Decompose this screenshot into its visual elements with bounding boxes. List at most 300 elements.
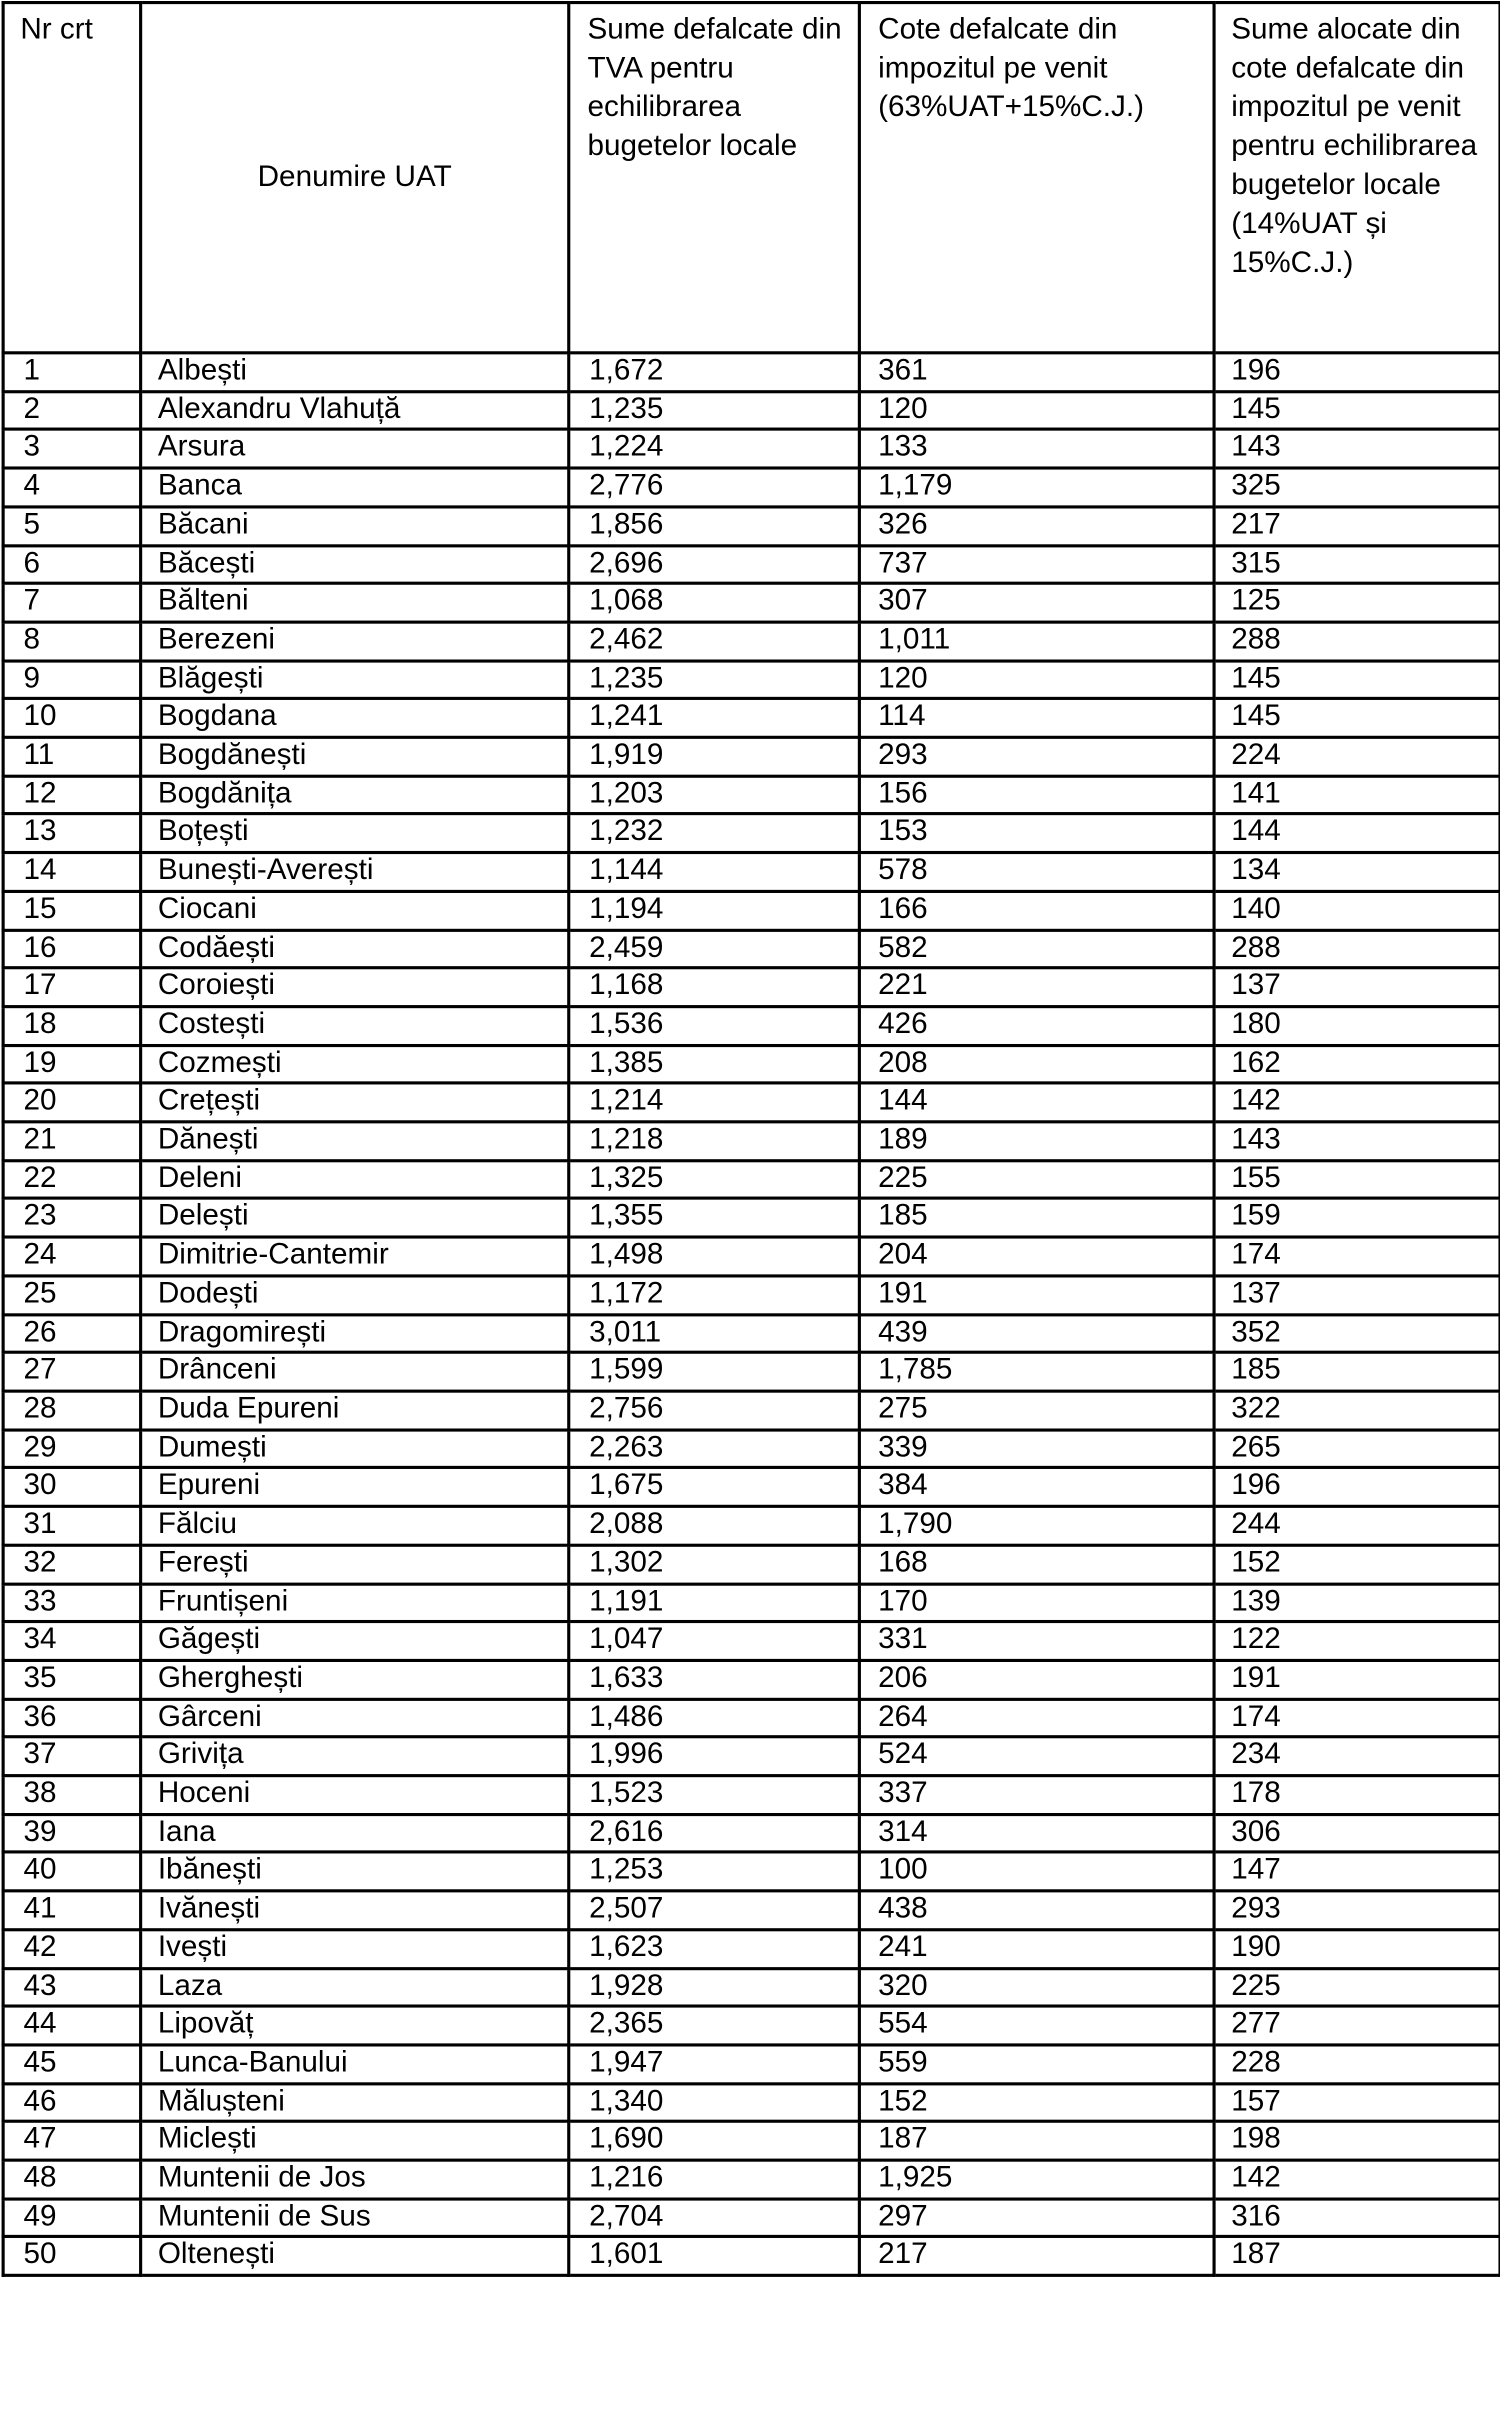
cell-sume-tva: 2,616 (569, 1814, 860, 1852)
cell-cote-impozit: 120 (859, 391, 1214, 429)
cell-uat-name: Crețești (141, 1083, 569, 1121)
cell-nr-crt: 2 (3, 391, 141, 429)
cell-nr-crt: 29 (3, 1430, 141, 1468)
cell-nr-crt: 19 (3, 1045, 141, 1083)
cell-sume-alocate: 322 (1214, 1391, 1500, 1429)
cell-sume-alocate: 198 (1214, 2122, 1500, 2160)
cell-nr-crt: 15 (3, 891, 141, 929)
cell-sume-alocate: 157 (1214, 2083, 1500, 2121)
cell-cote-impozit: 225 (859, 1160, 1214, 1198)
cell-sume-alocate: 187 (1214, 2237, 1500, 2275)
cell-sume-alocate: 325 (1214, 468, 1500, 506)
cell-cote-impozit: 217 (859, 2237, 1214, 2275)
cell-cote-impozit: 582 (859, 930, 1214, 968)
cell-sume-tva: 1,302 (569, 1545, 860, 1583)
cell-sume-tva: 2,756 (569, 1391, 860, 1429)
table-row (3, 930, 1500, 968)
table-row (3, 1776, 1500, 1814)
cell-cote-impozit: 337 (859, 1776, 1214, 1814)
cell-cote-impozit: 153 (859, 814, 1214, 852)
cell-cote-impozit: 144 (859, 1083, 1214, 1121)
cell-cote-impozit: 189 (859, 1122, 1214, 1160)
table-row (3, 853, 1500, 891)
cell-uat-name: Dodești (141, 1276, 569, 1314)
cell-sume-alocate: 191 (1214, 1660, 1500, 1698)
cell-nr-crt: 30 (3, 1468, 141, 1506)
cell-nr-crt: 16 (3, 930, 141, 968)
cell-sume-tva: 2,459 (569, 930, 860, 968)
header-row (3, 3, 1500, 353)
cell-uat-name: Codăești (141, 930, 569, 968)
cell-cote-impozit: 438 (859, 1891, 1214, 1929)
cell-cote-impozit: 275 (859, 1391, 1214, 1429)
cell-sume-alocate: 196 (1214, 353, 1500, 391)
cell-sume-tva: 2,462 (569, 622, 860, 660)
cell-sume-alocate: 316 (1214, 2199, 1500, 2237)
cell-cote-impozit: 208 (859, 1045, 1214, 1083)
cell-uat-name: Berezeni (141, 622, 569, 660)
cell-uat-name: Ivești (141, 1929, 569, 1967)
table-header (3, 3, 1500, 353)
cell-nr-crt: 27 (3, 1353, 141, 1391)
table-row (3, 468, 1500, 506)
table-row (3, 1007, 1500, 1045)
cell-uat-name: Oltenești (141, 2237, 569, 2275)
cell-sume-alocate: 190 (1214, 1929, 1500, 1967)
cell-sume-tva: 1,235 (569, 391, 860, 429)
cell-sume-tva: 1,068 (569, 584, 860, 622)
cell-uat-name: Alexandru Vlahuță (141, 391, 569, 429)
cell-sume-tva: 1,672 (569, 353, 860, 391)
cell-sume-alocate: 141 (1214, 776, 1500, 814)
cell-sume-alocate: 352 (1214, 1314, 1500, 1352)
cell-uat-name: Boțești (141, 814, 569, 852)
table-row (3, 2160, 1500, 2198)
cell-nr-crt: 43 (3, 1968, 141, 2006)
cell-nr-crt: 9 (3, 660, 141, 698)
table-row (3, 430, 1500, 468)
table-row (3, 1699, 1500, 1737)
cell-sume-alocate: 185 (1214, 1353, 1500, 1391)
cell-cote-impozit: 1,011 (859, 622, 1214, 660)
cell-sume-alocate: 144 (1214, 814, 1500, 852)
cell-cote-impozit: 1,790 (859, 1506, 1214, 1544)
cell-sume-tva: 1,144 (569, 853, 860, 891)
cell-sume-tva: 1,224 (569, 430, 860, 468)
cell-nr-crt: 39 (3, 1814, 141, 1852)
cell-sume-tva: 1,486 (569, 1699, 860, 1737)
cell-cote-impozit: 191 (859, 1276, 1214, 1314)
table-row (3, 507, 1500, 545)
table-row (3, 545, 1500, 583)
table-row (3, 1353, 1500, 1391)
cell-uat-name: Bogdănița (141, 776, 569, 814)
cell-cote-impozit: 307 (859, 584, 1214, 622)
cell-sume-alocate: 293 (1214, 1891, 1500, 1929)
cell-sume-alocate: 122 (1214, 1622, 1500, 1660)
cell-nr-crt: 34 (3, 1622, 141, 1660)
cell-cote-impozit: 114 (859, 699, 1214, 737)
cell-uat-name: Muntenii de Sus (141, 2199, 569, 2237)
cell-nr-crt: 49 (3, 2199, 141, 2237)
cell-sume-alocate: 174 (1214, 1699, 1500, 1737)
cell-uat-name: Fruntișeni (141, 1583, 569, 1621)
cell-sume-tva: 1,856 (569, 507, 860, 545)
cell-nr-crt: 21 (3, 1122, 141, 1160)
cell-uat-name: Delești (141, 1199, 569, 1237)
cell-nr-crt: 45 (3, 2045, 141, 2083)
cell-cote-impozit: 133 (859, 430, 1214, 468)
cell-cote-impozit: 439 (859, 1314, 1214, 1352)
table-row (3, 1122, 1500, 1160)
cell-nr-crt: 5 (3, 507, 141, 545)
cell-nr-crt: 12 (3, 776, 141, 814)
cell-sume-alocate: 180 (1214, 1007, 1500, 1045)
table-row (3, 2006, 1500, 2044)
cell-sume-alocate: 125 (1214, 584, 1500, 622)
table-row (3, 2045, 1500, 2083)
budget-allocation-table (2, 1, 1500, 2277)
cell-sume-alocate: 155 (1214, 1160, 1500, 1198)
cell-nr-crt: 37 (3, 1737, 141, 1775)
table-row (3, 1083, 1500, 1121)
cell-sume-tva: 1,203 (569, 776, 860, 814)
cell-cote-impozit: 185 (859, 1199, 1214, 1237)
cell-cote-impozit: 326 (859, 507, 1214, 545)
cell-uat-name: Epureni (141, 1468, 569, 1506)
cell-sume-tva: 1,216 (569, 2160, 860, 2198)
table-row (3, 1814, 1500, 1852)
table-row (3, 814, 1500, 852)
header-nr-crt: Nr crt (3, 3, 141, 353)
cell-cote-impozit: 204 (859, 1237, 1214, 1275)
cell-uat-name: Bălteni (141, 584, 569, 622)
cell-sume-alocate: 143 (1214, 1122, 1500, 1160)
cell-sume-tva: 2,696 (569, 545, 860, 583)
cell-sume-alocate: 137 (1214, 968, 1500, 1006)
cell-uat-name: Blăgești (141, 660, 569, 698)
cell-sume-tva: 2,776 (569, 468, 860, 506)
cell-uat-name: Arsura (141, 430, 569, 468)
cell-cote-impozit: 156 (859, 776, 1214, 814)
cell-cote-impozit: 187 (859, 2122, 1214, 2160)
cell-uat-name: Bogdana (141, 699, 569, 737)
header-denumire-uat: Denumire UAT (141, 3, 569, 353)
cell-sume-tva: 1,214 (569, 1083, 860, 1121)
cell-uat-name: Muntenii de Jos (141, 2160, 569, 2198)
table-row (3, 1737, 1500, 1775)
document-content (0, 1, 1500, 2277)
cell-sume-alocate: 174 (1214, 1237, 1500, 1275)
cell-nr-crt: 42 (3, 1929, 141, 1967)
cell-sume-tva: 1,253 (569, 1853, 860, 1891)
table-row (3, 891, 1500, 929)
table-row (3, 1891, 1500, 1929)
cell-sume-tva: 1,232 (569, 814, 860, 852)
cell-nr-crt: 11 (3, 737, 141, 775)
cell-nr-crt: 8 (3, 622, 141, 660)
cell-sume-alocate: 196 (1214, 1468, 1500, 1506)
cell-sume-alocate: 225 (1214, 1968, 1500, 2006)
cell-cote-impozit: 361 (859, 353, 1214, 391)
table-row (3, 1314, 1500, 1352)
cell-sume-alocate: 306 (1214, 1814, 1500, 1852)
cell-sume-tva: 1,235 (569, 660, 860, 698)
cell-nr-crt: 31 (3, 1506, 141, 1544)
table-row (3, 391, 1500, 429)
cell-cote-impozit: 166 (859, 891, 1214, 929)
table-row (3, 699, 1500, 737)
cell-uat-name: Duda Epureni (141, 1391, 569, 1429)
cell-sume-tva: 1,919 (569, 737, 860, 775)
cell-sume-alocate: 288 (1214, 930, 1500, 968)
cell-nr-crt: 50 (3, 2237, 141, 2275)
cell-nr-crt: 18 (3, 1007, 141, 1045)
cell-nr-crt: 32 (3, 1545, 141, 1583)
cell-nr-crt: 17 (3, 968, 141, 1006)
cell-uat-name: Cozmești (141, 1045, 569, 1083)
cell-sume-alocate: 145 (1214, 699, 1500, 737)
cell-cote-impozit: 241 (859, 1929, 1214, 1967)
cell-sume-tva: 1,191 (569, 1583, 860, 1621)
cell-uat-name: Gârceni (141, 1699, 569, 1737)
cell-uat-name: Gherghești (141, 1660, 569, 1698)
cell-cote-impozit: 426 (859, 1007, 1214, 1045)
table-row (3, 353, 1500, 391)
cell-nr-crt: 24 (3, 1237, 141, 1275)
table-row (3, 1468, 1500, 1506)
table-body (3, 353, 1500, 2276)
cell-nr-crt: 48 (3, 2160, 141, 2198)
cell-nr-crt: 10 (3, 699, 141, 737)
table-row (3, 2083, 1500, 2121)
cell-cote-impozit: 221 (859, 968, 1214, 1006)
table-row (3, 968, 1500, 1006)
cell-uat-name: Lipovăț (141, 2006, 569, 2044)
cell-sume-tva: 1,355 (569, 1199, 860, 1237)
cell-sume-tva: 1,241 (569, 699, 860, 737)
cell-uat-name: Dimitrie-Cantemir (141, 1237, 569, 1275)
table-row (3, 1276, 1500, 1314)
cell-sume-tva: 1,172 (569, 1276, 860, 1314)
cell-sume-tva: 3,011 (569, 1314, 860, 1352)
cell-sume-tva: 1,325 (569, 1160, 860, 1198)
cell-nr-crt: 40 (3, 1853, 141, 1891)
cell-sume-alocate: 265 (1214, 1430, 1500, 1468)
cell-sume-tva: 1,996 (569, 1737, 860, 1775)
cell-sume-tva: 1,194 (569, 891, 860, 929)
cell-sume-alocate: 234 (1214, 1737, 1500, 1775)
cell-nr-crt: 46 (3, 2083, 141, 2121)
cell-nr-crt: 33 (3, 1583, 141, 1621)
table-row (3, 1199, 1500, 1237)
table-row (3, 1583, 1500, 1621)
table-row (3, 2237, 1500, 2275)
cell-sume-tva: 1,623 (569, 1929, 860, 1967)
cell-cote-impozit: 320 (859, 1968, 1214, 2006)
cell-uat-name: Bogdănești (141, 737, 569, 775)
cell-sume-tva: 1,218 (569, 1122, 860, 1160)
cell-sume-alocate: 288 (1214, 622, 1500, 660)
cell-nr-crt: 38 (3, 1776, 141, 1814)
cell-sume-tva: 1,168 (569, 968, 860, 1006)
table-row (3, 1622, 1500, 1660)
cell-sume-alocate: 147 (1214, 1853, 1500, 1891)
cell-uat-name: Drânceni (141, 1353, 569, 1391)
table-row (3, 1968, 1500, 2006)
cell-sume-tva: 1,340 (569, 2083, 860, 2121)
table-row (3, 660, 1500, 698)
cell-cote-impozit: 314 (859, 1814, 1214, 1852)
cell-cote-impozit: 206 (859, 1660, 1214, 1698)
cell-sume-alocate: 224 (1214, 737, 1500, 775)
table-row (3, 622, 1500, 660)
cell-sume-alocate: 159 (1214, 1199, 1500, 1237)
table-row (3, 1160, 1500, 1198)
cell-nr-crt: 7 (3, 584, 141, 622)
cell-sume-tva: 1,498 (569, 1237, 860, 1275)
cell-sume-tva: 2,365 (569, 2006, 860, 2044)
cell-nr-crt: 23 (3, 1199, 141, 1237)
table-row (3, 1506, 1500, 1544)
cell-cote-impozit: 100 (859, 1853, 1214, 1891)
cell-cote-impozit: 384 (859, 1468, 1214, 1506)
cell-cote-impozit: 1,179 (859, 468, 1214, 506)
cell-sume-alocate: 162 (1214, 1045, 1500, 1083)
cell-sume-tva: 2,704 (569, 2199, 860, 2237)
table-row (3, 776, 1500, 814)
cell-nr-crt: 6 (3, 545, 141, 583)
cell-cote-impozit: 170 (859, 1583, 1214, 1621)
cell-sume-tva: 1,947 (569, 2045, 860, 2083)
cell-cote-impozit: 737 (859, 545, 1214, 583)
cell-nr-crt: 22 (3, 1160, 141, 1198)
cell-uat-name: Mălușteni (141, 2083, 569, 2121)
cell-nr-crt: 25 (3, 1276, 141, 1314)
cell-sume-tva: 1,690 (569, 2122, 860, 2160)
cell-nr-crt: 3 (3, 430, 141, 468)
header-cote-impozit: Cote defalcate din impozitul pe venit (63%UAT+15%C.J.) (859, 3, 1214, 353)
cell-nr-crt: 20 (3, 1083, 141, 1121)
cell-cote-impozit: 293 (859, 737, 1214, 775)
cell-uat-name: Hoceni (141, 1776, 569, 1814)
cell-cote-impozit: 554 (859, 2006, 1214, 2044)
table-row (3, 1929, 1500, 1967)
cell-nr-crt: 13 (3, 814, 141, 852)
cell-uat-name: Dănești (141, 1122, 569, 1160)
cell-uat-name: Iana (141, 1814, 569, 1852)
cell-uat-name: Grivița (141, 1737, 569, 1775)
cell-cote-impozit: 524 (859, 1737, 1214, 1775)
cell-nr-crt: 36 (3, 1699, 141, 1737)
header-sume-tva: Sume defalcate din TVA pentru echilibrarea bugetelor locale (569, 3, 860, 353)
cell-sume-tva: 1,633 (569, 1660, 860, 1698)
cell-uat-name: Ferești (141, 1545, 569, 1583)
cell-uat-name: Banca (141, 468, 569, 506)
cell-nr-crt: 44 (3, 2006, 141, 2044)
cell-sume-alocate: 142 (1214, 2160, 1500, 2198)
cell-sume-alocate: 145 (1214, 391, 1500, 429)
cell-nr-crt: 1 (3, 353, 141, 391)
cell-sume-alocate: 134 (1214, 853, 1500, 891)
cell-sume-alocate: 244 (1214, 1506, 1500, 1544)
cell-sume-tva: 1,675 (569, 1468, 860, 1506)
cell-cote-impozit: 559 (859, 2045, 1214, 2083)
cell-uat-name: Ibănești (141, 1853, 569, 1891)
cell-uat-name: Lunca-Banului (141, 2045, 569, 2083)
cell-uat-name: Dumești (141, 1430, 569, 1468)
cell-uat-name: Deleni (141, 1160, 569, 1198)
table-row (3, 1045, 1500, 1083)
cell-cote-impozit: 331 (859, 1622, 1214, 1660)
cell-uat-name: Băcești (141, 545, 569, 583)
header-sume-alocate: Sume alocate din cote defalcate din impozitul pe venit pentru echilibrarea bugetelor locale (14%UAT și 15%C.J.) (1214, 3, 1500, 353)
cell-sume-alocate: 145 (1214, 660, 1500, 698)
cell-uat-name: Fălciu (141, 1506, 569, 1544)
cell-uat-name: Ciocani (141, 891, 569, 929)
cell-sume-alocate: 315 (1214, 545, 1500, 583)
cell-nr-crt: 28 (3, 1391, 141, 1429)
cell-sume-alocate: 178 (1214, 1776, 1500, 1814)
cell-uat-name: Ivănești (141, 1891, 569, 1929)
cell-sume-tva: 1,523 (569, 1776, 860, 1814)
cell-nr-crt: 35 (3, 1660, 141, 1698)
cell-nr-crt: 4 (3, 468, 141, 506)
cell-uat-name: Albești (141, 353, 569, 391)
cell-sume-alocate: 137 (1214, 1276, 1500, 1314)
cell-nr-crt: 47 (3, 2122, 141, 2160)
cell-sume-alocate: 217 (1214, 507, 1500, 545)
cell-sume-tva: 1,599 (569, 1353, 860, 1391)
table-row (3, 1545, 1500, 1583)
cell-nr-crt: 26 (3, 1314, 141, 1352)
cell-cote-impozit: 264 (859, 1699, 1214, 1737)
cell-sume-tva: 2,263 (569, 1430, 860, 1468)
cell-cote-impozit: 120 (859, 660, 1214, 698)
cell-sume-tva: 2,088 (569, 1506, 860, 1544)
cell-sume-alocate: 142 (1214, 1083, 1500, 1121)
table-row (3, 2122, 1500, 2160)
cell-sume-alocate: 143 (1214, 430, 1500, 468)
cell-uat-name: Găgești (141, 1622, 569, 1660)
cell-nr-crt: 14 (3, 853, 141, 891)
cell-uat-name: Dragomirești (141, 1314, 569, 1352)
cell-cote-impozit: 168 (859, 1545, 1214, 1583)
table-row (3, 584, 1500, 622)
cell-uat-name: Miclești (141, 2122, 569, 2160)
table-row (3, 1853, 1500, 1891)
cell-sume-alocate: 140 (1214, 891, 1500, 929)
cell-sume-alocate: 139 (1214, 1583, 1500, 1621)
cell-sume-alocate: 277 (1214, 2006, 1500, 2044)
cell-sume-alocate: 228 (1214, 2045, 1500, 2083)
cell-cote-impozit: 578 (859, 853, 1214, 891)
cell-sume-tva: 1,536 (569, 1007, 860, 1045)
cell-cote-impozit: 297 (859, 2199, 1214, 2237)
cell-cote-impozit: 339 (859, 1430, 1214, 1468)
table-row (3, 1237, 1500, 1275)
table-row (3, 2199, 1500, 2237)
cell-sume-tva: 1,385 (569, 1045, 860, 1083)
table-row (3, 1660, 1500, 1698)
cell-cote-impozit: 1,925 (859, 2160, 1214, 2198)
cell-cote-impozit: 1,785 (859, 1353, 1214, 1391)
cell-uat-name: Costești (141, 1007, 569, 1045)
cell-nr-crt: 41 (3, 1891, 141, 1929)
cell-sume-tva: 1,601 (569, 2237, 860, 2275)
table-row (3, 1391, 1500, 1429)
cell-uat-name: Coroiești (141, 968, 569, 1006)
